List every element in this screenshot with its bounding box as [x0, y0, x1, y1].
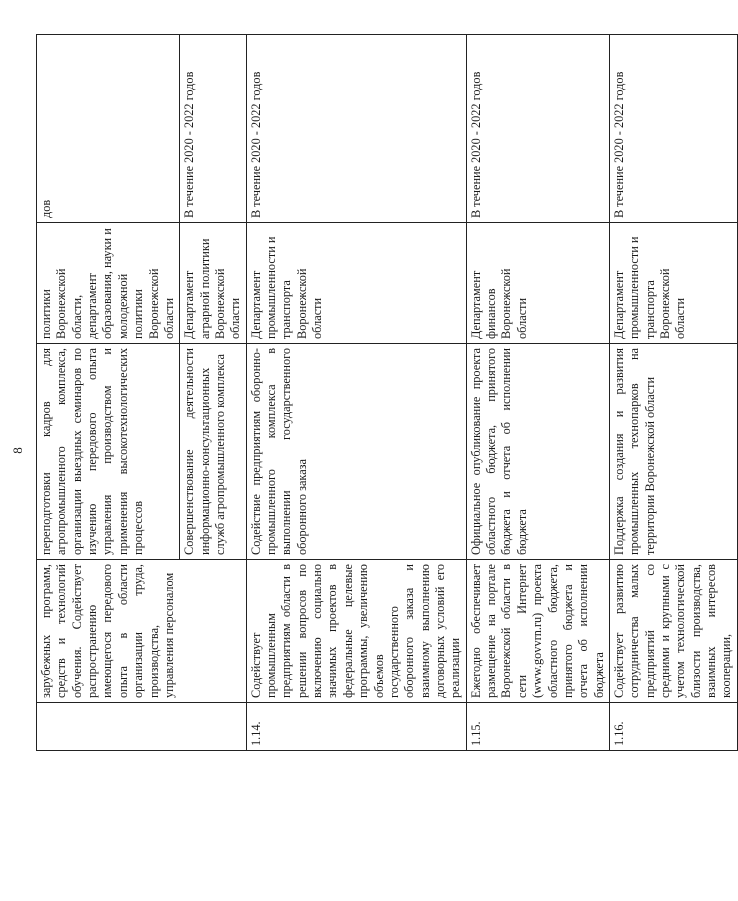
table-row [246, 35, 466, 751]
activity-text: Поддержка создания и развития промышленных технопарков на территории Воронежской области [609, 344, 737, 560]
executor-text: Департамент аграрной политики Воронежской области [180, 223, 246, 344]
action-text: Содействует развитию сотрудничества малых предприятий со средними и крупными с учетом технологической близости производства, взаимных интересов кооперации, [609, 560, 737, 703]
activity-text: Совершенствование деятельности информационно-консультационных служб агропромышленного комплекса [180, 344, 246, 560]
term-text: В течение 2020 - 2022 годов [609, 35, 737, 223]
item-number: 1.16. [609, 703, 737, 751]
action-text: зарубежных программ, средств и технологий обучения. Содействует распространению имеющегося передового опыта в области организации труда, производства, управления персоналом [37, 560, 247, 703]
table-row [466, 35, 609, 751]
item-number: 1.14. [246, 703, 466, 751]
item-number: 1.15. [466, 703, 609, 751]
term-text: В течение 2020 - 2022 годов [180, 35, 246, 223]
activity-text: переподготовки кадров для агропромышленного комплекса, организации выездных семинаров по изучению передового опыта управления производством и применения высокотехнологических процессов [37, 344, 180, 560]
executor-text: Департамент промышленности и транспорта Воронежской области [609, 223, 737, 344]
action-text: Содействует промышленным предприятиям области в решении вопросов по включению социально значимых проектов в федеральные целевые программы, увеличению объемов государственного оборонного заказа и взаимному выполнению договорных условий его реализации [246, 560, 466, 703]
table-row [609, 35, 737, 751]
activity-text: Содействие предприятиям оборонно-промышленного комплекса в выполнении государственного оборонного заказа [246, 344, 466, 560]
executor-text: Департамент промышленности и транспорта Воронежской области [246, 223, 466, 344]
action-plan-table [36, 34, 738, 751]
term-text: дов [37, 35, 180, 223]
action-text: Ежегодно обеспечивает размещение на портале Воронежской области в сети Интернет (www.govvrn.ru) проекта областного бюджета, принятого бюджета и отчета об исполнении бюджета [466, 560, 609, 703]
executor-text: Департамент финансов Воронежской области [466, 223, 609, 344]
item-number [37, 703, 247, 751]
page-number: 8 [10, 447, 25, 454]
activity-text: Официальное опубликование проекта областного бюджета, принятого бюджета и отчета об исполнении бюджета [466, 344, 609, 560]
table-row [37, 35, 180, 751]
executor-text: политики Воронежской области, департамент образования, науки и молодежной политики Воронежской области [37, 223, 180, 344]
term-text: В течение 2020 - 2022 годов [246, 35, 466, 223]
term-text: В течение 2020 - 2022 годов [466, 35, 609, 223]
